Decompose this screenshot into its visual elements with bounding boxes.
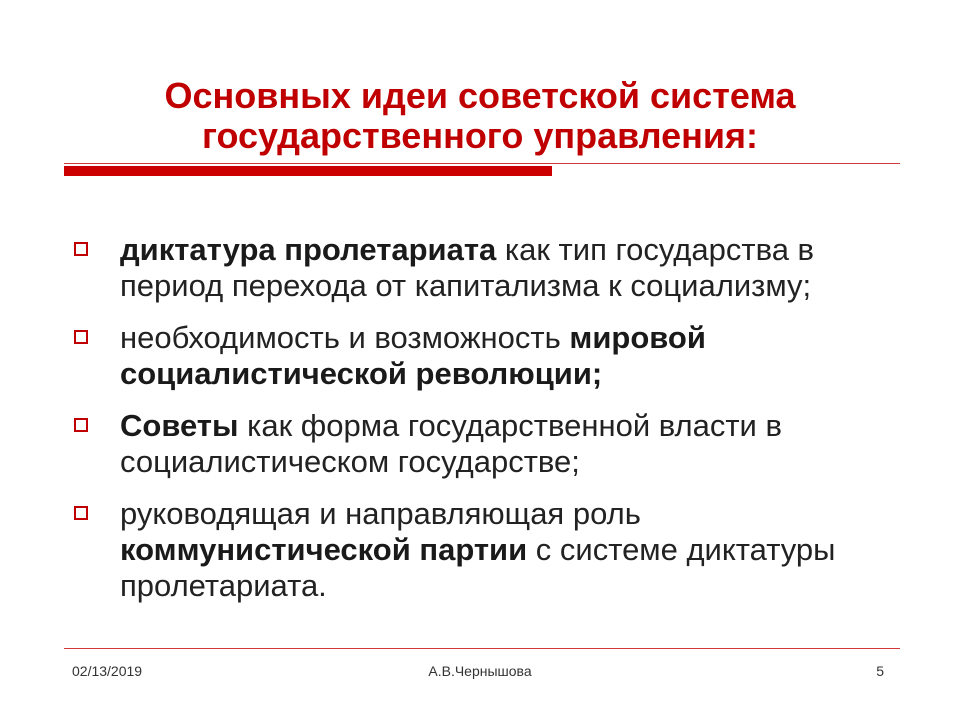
title-underline-accent-bar — [64, 166, 552, 176]
bullet-text-bold: Советы — [120, 408, 239, 443]
bullet-item — [72, 320, 902, 392]
bullet-text: с системе диктатуры пролетариата. — [120, 532, 836, 603]
bullet-text: как тип государства в период перехода от капитализма к социализму; — [120, 232, 815, 303]
footer-author: А.В.Чернышова — [428, 663, 532, 679]
bullet-text: как форма государственной власти в социалистическом государстве; — [120, 408, 782, 479]
hollow-square-bullet-icon — [74, 330, 88, 344]
bullet-list — [72, 232, 902, 620]
hollow-square-bullet-icon — [74, 418, 88, 432]
bullet-item — [72, 408, 902, 480]
footer-divider — [64, 648, 900, 649]
title-underline-thin — [64, 163, 900, 164]
bullet-text-bold: диктатура пролетариата — [120, 232, 497, 267]
hollow-square-bullet-icon — [74, 242, 88, 256]
bullet-item — [72, 232, 902, 304]
page-number: 5 — [876, 663, 884, 679]
hollow-square-bullet-icon — [74, 506, 88, 520]
slide-title: Основных идеи советской система государственного управления: — [164, 75, 796, 156]
bullet-item — [72, 496, 902, 604]
bullet-text: необходимость и возможность — [120, 320, 570, 355]
bullet-text-bold: мировой социалистической революции; — [120, 320, 706, 391]
bullet-text-bold: коммунистической партии — [120, 532, 528, 567]
bullet-text: руководящая и направляющая роль — [120, 496, 641, 531]
footer-date: 02/13/2019 — [72, 663, 143, 679]
